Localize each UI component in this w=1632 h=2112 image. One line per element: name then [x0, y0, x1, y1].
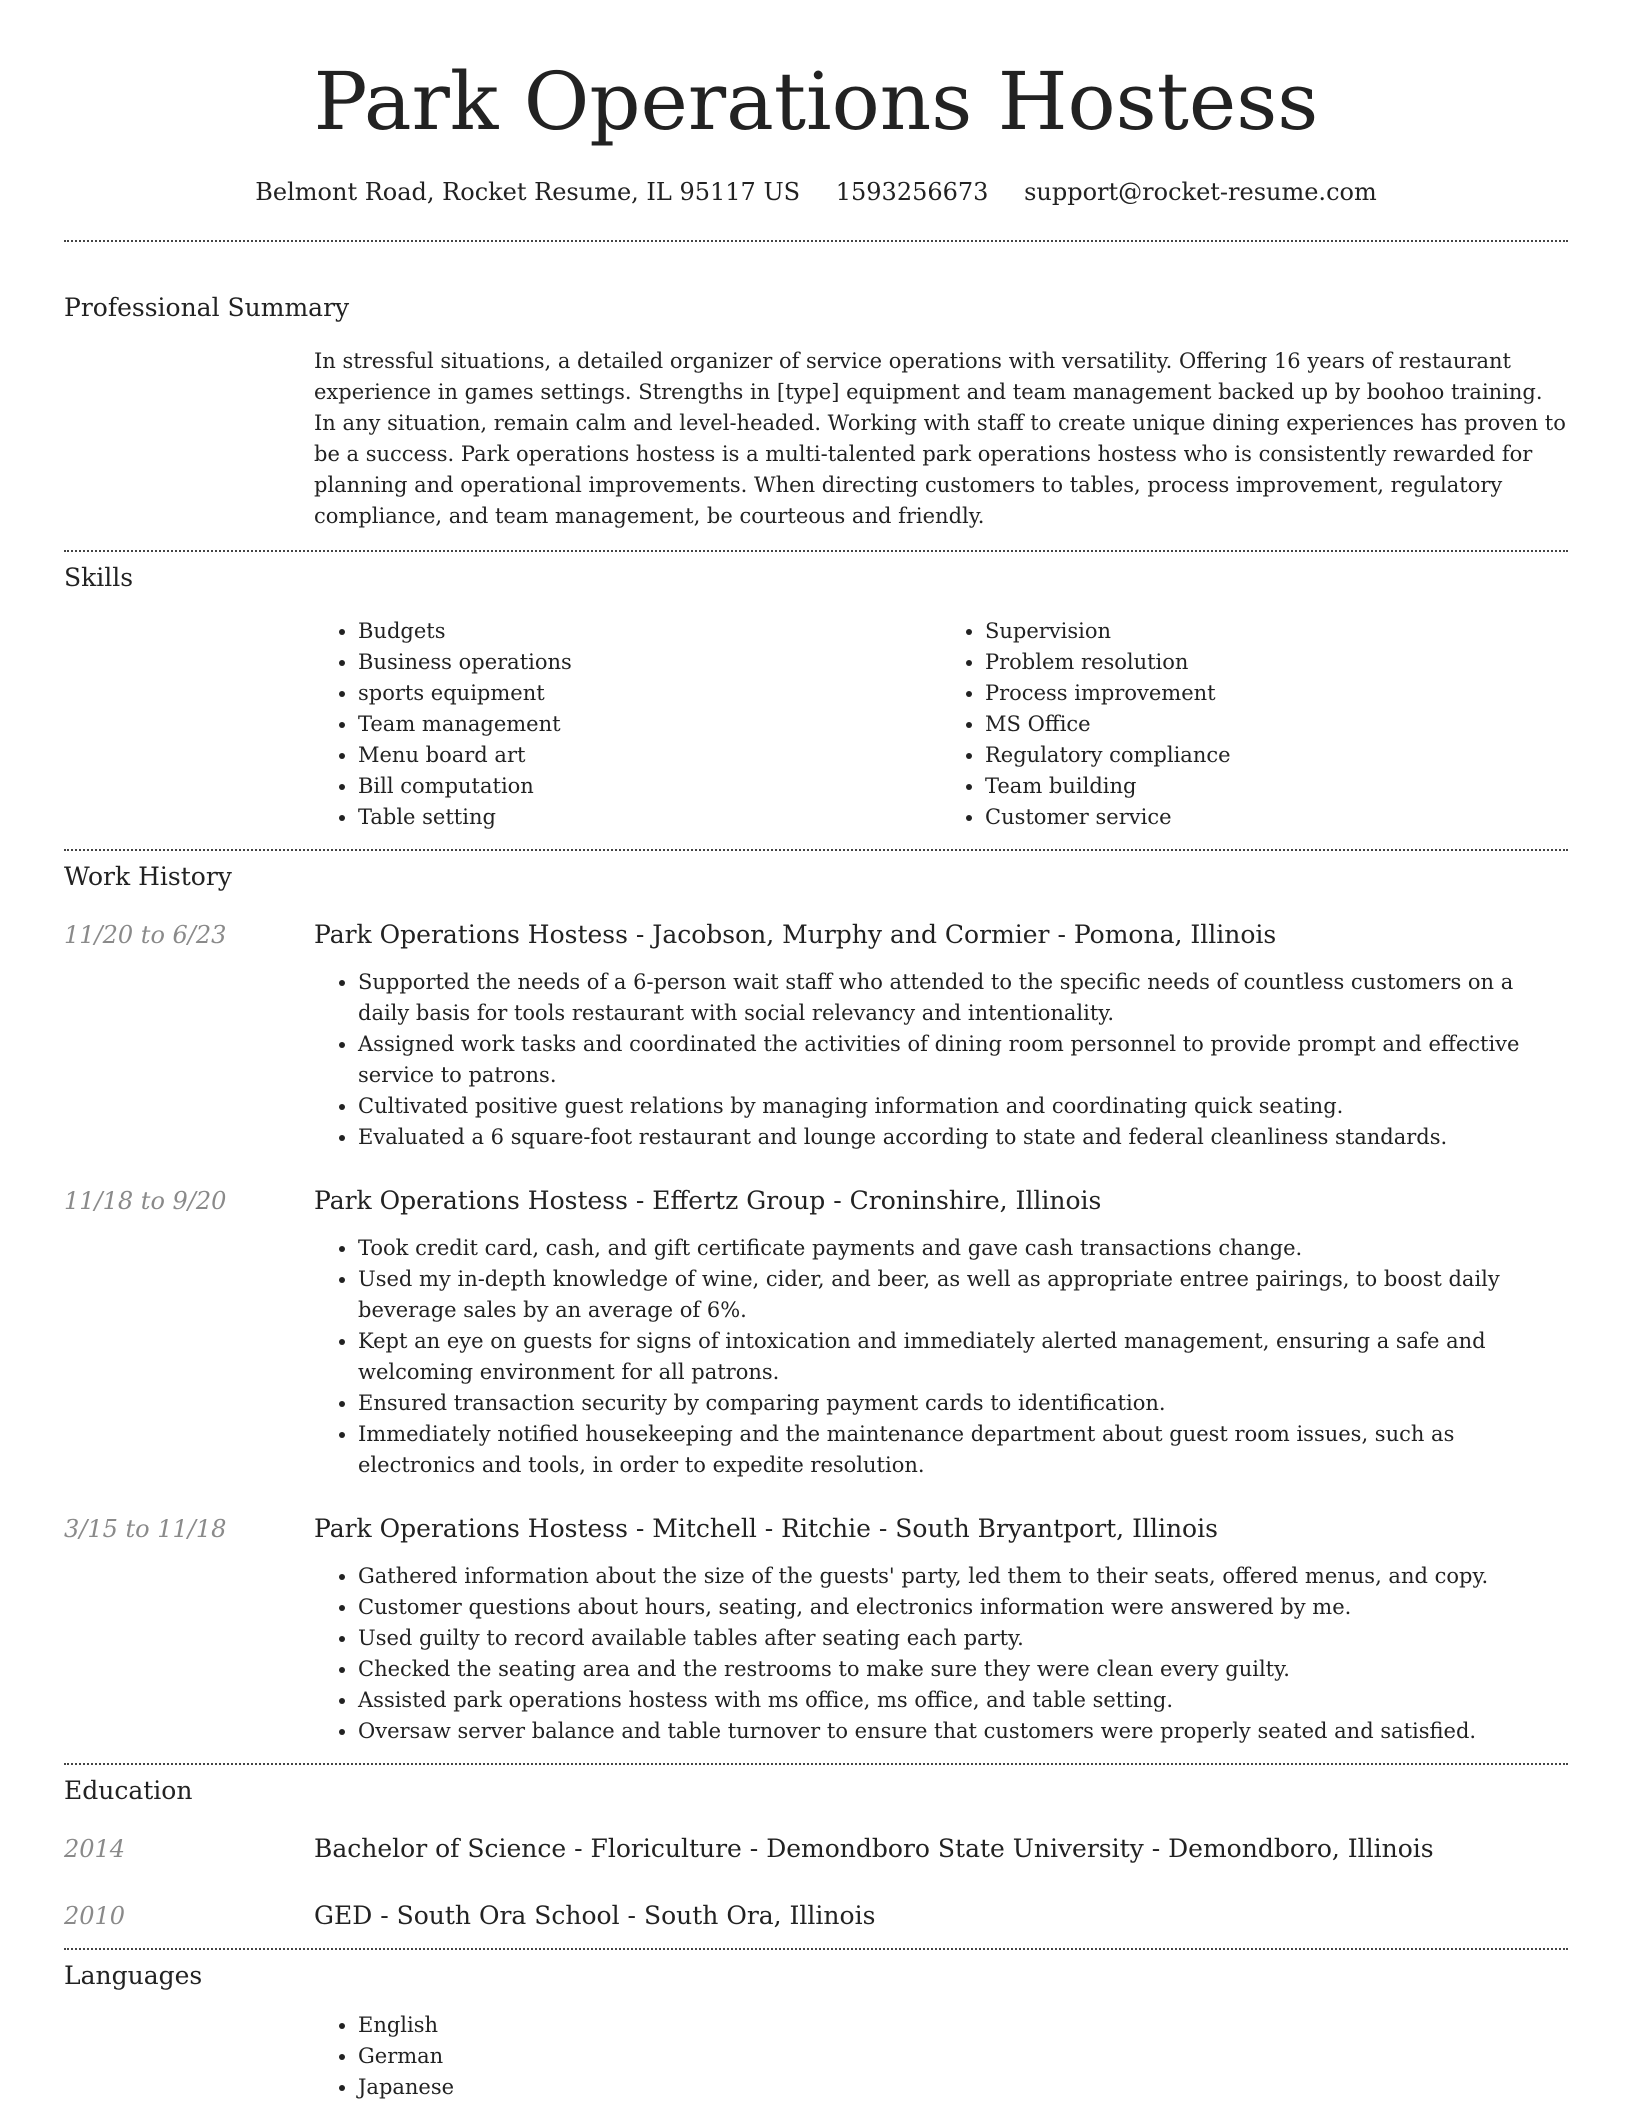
skill-item: • Menu board art: [358, 740, 941, 771]
summary-text: In stressful situations, a detailed organizer of service operations with versatility. Offering 16 years of restaurant experience in games settings. Strengths in [type] equipment and team management backed up by boohoo training. In any situation, remain calm and level-headed. Working with staff to create unique dining experiences has proven to be a success. Park operations hostess is a multi-talented park operations hostess who is consistently rewarded for planning and operational improvements. When directing customers to tables, process improvement, regulatory compliance, and team management, be courteous and friendly.: [314, 349, 1566, 528]
skills-grid: [314, 616, 1568, 833]
education-entry: [64, 1833, 1568, 1865]
summary-block: [314, 346, 1568, 532]
skill-item: • Bill computation: [358, 771, 941, 802]
section-title-skills: Skills: [64, 563, 134, 592]
job-entry: [64, 1513, 1568, 1545]
job-details: [314, 967, 1568, 1153]
skill-item: • MS Office: [985, 709, 1568, 740]
section-title-work: Work History: [64, 862, 232, 891]
job-bullet: • Used guilty to record available tables after seating each party.: [358, 1623, 1568, 1654]
job-dates: 3/15 to 11/18: [64, 1515, 227, 1543]
skill-item: • Table setting: [358, 802, 941, 833]
section-title-languages: Languages: [64, 1961, 203, 1990]
education-year: 2010: [64, 1902, 126, 1930]
job-bullet: • Immediately notified housekeeping and the maintenance department about guest room issues, such as electronics and tools, in order to expedite resolution.: [358, 1419, 1568, 1481]
job-bullet: • Customer questions about hours, seating, and electronics information were answered by me.: [358, 1592, 1568, 1623]
languages-block: [314, 2010, 1568, 2103]
job-bullets: [314, 1233, 1568, 1481]
skill-item: • Supervision: [985, 616, 1568, 647]
contact-phone: 1593256673: [835, 178, 989, 206]
section-divider: [64, 550, 1568, 552]
job-entry: [64, 1185, 1568, 1217]
skill-item: • Team management: [358, 709, 941, 740]
skill-item: • Process improvement: [985, 678, 1568, 709]
contact-email: support@rocket-resume.com: [1024, 178, 1377, 206]
job-bullet: • Checked the seating area and the restrooms to make sure they were clean every guilty.: [358, 1654, 1568, 1685]
section-divider: [64, 240, 1568, 242]
job-heading: Park Operations Hostess - Mitchell - Ritchie - South Bryantport, Illinois: [314, 1514, 1218, 1543]
skill-item: • Business operations: [358, 647, 941, 678]
skill-item: • Regulatory compliance: [985, 740, 1568, 771]
skill-item: • sports equipment: [358, 678, 941, 709]
job-bullet: • Used my in-depth knowledge of wine, cider, and beer, as well as appropriate entree pairings, to boost daily beverage sales by an average of 6%.: [358, 1264, 1568, 1326]
section-title-summary: Professional Summary: [64, 293, 350, 322]
job-bullet: • Oversaw server balance and table turnover to ensure that customers were properly seated and satisfied.: [358, 1716, 1568, 1747]
language-item: • German: [358, 2041, 1568, 2072]
section-title-education: Education: [64, 1776, 193, 1805]
skills-list-left: [314, 616, 941, 833]
job-entry: [64, 919, 1568, 951]
job-bullet: • Assigned work tasks and coordinated the activities of dining room personnel to provide prompt and effective service to patrons.: [358, 1029, 1568, 1091]
job-bullet: • Evaluated a 6 square-foot restaurant and lounge according to state and federal cleanliness standards.: [358, 1122, 1568, 1153]
education-heading: GED - South Ora School - South Ora, Illinois: [314, 1901, 876, 1930]
job-bullet: • Ensured transaction security by comparing payment cards to identification.: [358, 1388, 1568, 1419]
job-bullet: • Supported the needs of a 6-person wait staff who attended to the specific needs of countless customers on a daily basis for tools restaurant with social relevancy and intentionality.: [358, 967, 1568, 1029]
job-bullet: • Kept an eye on guests for signs of intoxication and immediately alerted management, ensuring a safe and welcoming environment for all patrons.: [358, 1326, 1568, 1388]
language-item: • English: [358, 2010, 1568, 2041]
job-bullet: • Took credit card, cash, and gift certificate payments and gave cash transactions change.: [358, 1233, 1568, 1264]
job-heading: Park Operations Hostess - Jacobson, Murphy and Cormier - Pomona, Illinois: [314, 920, 1277, 949]
education-entry: [64, 1900, 1568, 1932]
job-details: [314, 1561, 1568, 1747]
skill-item: • Team building: [985, 771, 1568, 802]
job-bullets: [314, 1561, 1568, 1747]
languages-list: [314, 2010, 1568, 2103]
skill-item: • Problem resolution: [985, 647, 1568, 678]
job-details: [314, 1233, 1568, 1481]
skill-item: • Budgets: [358, 616, 941, 647]
skills-list-right: [941, 616, 1568, 833]
section-divider: [64, 849, 1568, 851]
skill-item: • Customer service: [985, 802, 1568, 833]
candidate-name: Park Operations Hostess: [313, 55, 1319, 148]
language-item: • Japanese: [358, 2072, 1568, 2103]
job-bullets: [314, 967, 1568, 1153]
job-bullet: • Gathered information about the size of the guests' party, led them to their seats, offered menus, and copy.: [358, 1561, 1568, 1592]
section-divider: [64, 1763, 1568, 1765]
job-bullet: • Cultivated positive guest relations by managing information and coordinating quick seating.: [358, 1091, 1568, 1122]
job-bullet: • Assisted park operations hostess with ms office, ms office, and table setting.: [358, 1685, 1568, 1716]
contact-line: [64, 176, 1568, 208]
contact-address: Belmont Road, Rocket Resume, IL 95117 US: [255, 178, 801, 206]
job-dates: 11/20 to 6/23: [64, 921, 227, 949]
education-heading: Bachelor of Science - Floriculture - Demondboro State University - Demondboro, Illinois: [314, 1834, 1434, 1863]
job-heading: Park Operations Hostess - Effertz Group - Croninshire, Illinois: [314, 1186, 1102, 1215]
education-year: 2014: [64, 1835, 126, 1863]
job-dates: 11/18 to 9/20: [64, 1187, 227, 1215]
section-divider: [64, 1948, 1568, 1950]
